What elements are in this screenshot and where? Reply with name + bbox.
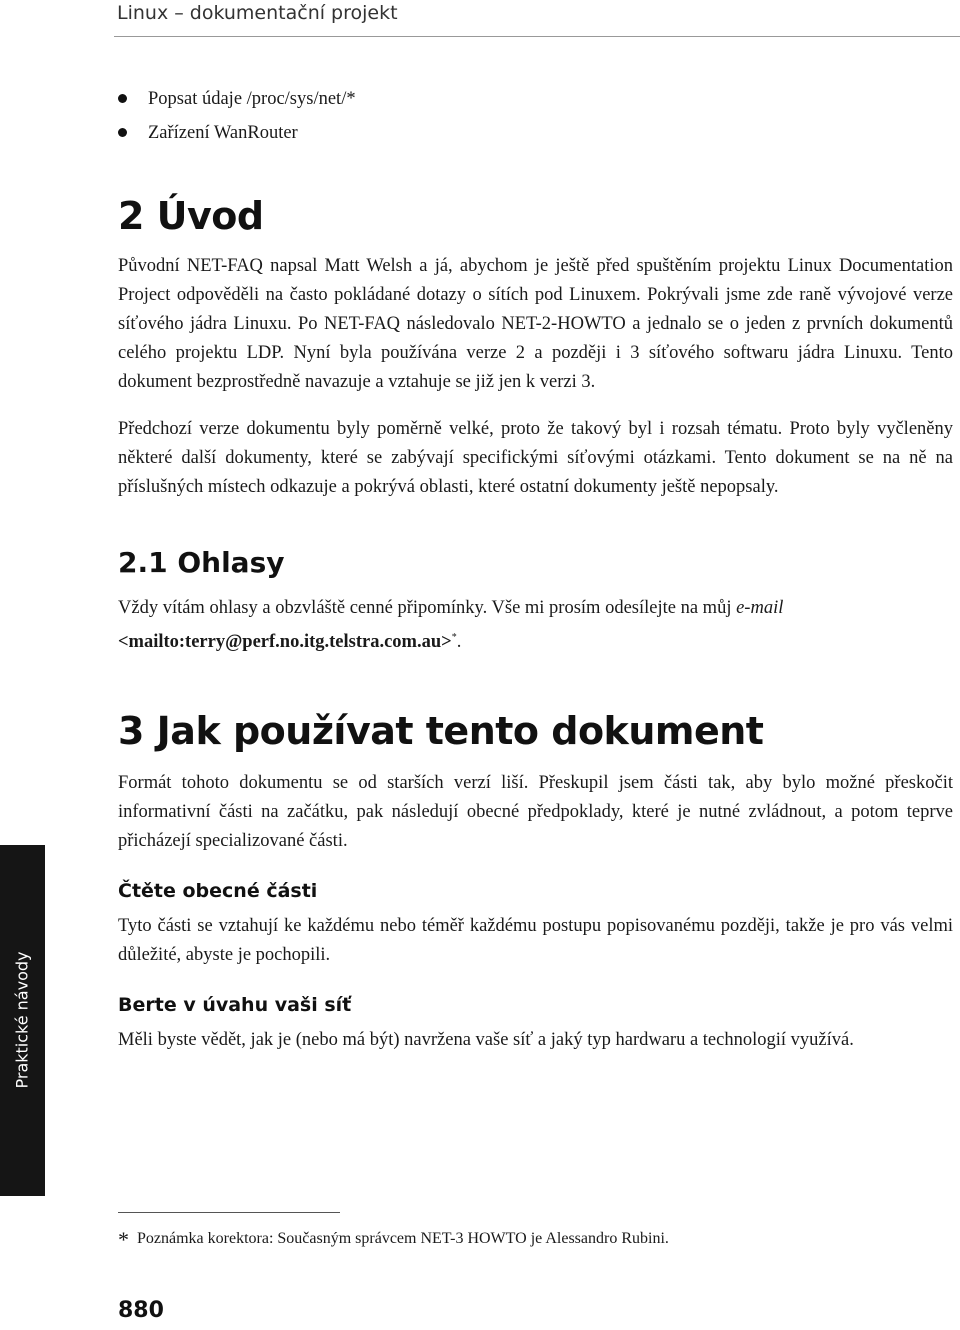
subsection-heading-ohlasy: 2.1 Ohlasy [118, 546, 285, 579]
bullet-item: Popsat údaje /proc/sys/net/* [118, 82, 953, 116]
footnote-mark: * [118, 1227, 129, 1252]
footnote-text: Poznámka korektora: Současným správcem NET-3 HOWTO je Alessandro Rubini. [137, 1230, 669, 1247]
paragraph: Původní NET-FAQ napsal Matt Welsh a já, abychom je ještě před spuštěním projektu Linux Documentation Project odpověděli na často pokládané dotazy o sítích pod Linuxem. Pokrývali jsme zde raně vývojové verze síťového jádra Linuxu. Po NET-FAQ následovalo NET-2-HOWTO a jednalo se o jeden z prvních dokumentů celého projektu LDP. Nyní byla používána verze 2 a později i 3 síťového softwaru jádra Linuxu. Tento dokument bezprostředně navazuje a vztahuje se již jen k verzi 3. [118, 256, 953, 392]
section-heading-uvod: 2 Úvod [118, 194, 264, 238]
paragraph-feedback [118, 594, 953, 657]
bullet-item: Zařízení WanRouter [118, 116, 953, 150]
subheading-vasi-sit: Berte v úvahu vaši síť [118, 994, 352, 1017]
section-heading-jak-pouzivat: 3 Jak používat tento dokument [118, 709, 764, 754]
paragraph: Tyto části se vztahují ke každému nebo téměř každému postupu popisovanému později, takže je pro vás velmi důležité, abyste je pochopili. [118, 916, 953, 966]
mailto-address[interactable]: <mailto:terry@perf.no.itg.telstra.com.au> [118, 632, 452, 653]
paragraph: Formát tohoto dokumentu se od starších verzí liší. Přeskupil jsem části tak, aby bylo možné přeskočit informativní části na začátku, pak následují obecné předpoklady, které je nutné zvládnout, a potom teprve přicházejí specializované části. [118, 773, 953, 852]
bullet-list [118, 82, 953, 150]
header-rule [114, 36, 960, 37]
page-content [118, 82, 953, 1055]
side-tab [0, 845, 45, 1196]
paragraph: Předchozí verze dokumentu byly poměrně velké, proto že takový byl i rozsah tématu. Proto byly vyčleněny některé další dokumenty, které se zabývají specifickými síťovými otázkami. Tento dokument se na ně na příslušných místech odkazuje a pokrývá oblasti, které ostatní dokumenty ještě nepopsaly. [118, 419, 953, 497]
feedback-text: Vždy vítám ohlasy a obzvláště cenné připomínky. Vše mi prosím odesílejte na můj [118, 598, 737, 618]
footnote-ref: * [451, 632, 457, 643]
footnote [118, 1228, 948, 1251]
subheading-obecne-casti: Čtěte obecné části [118, 880, 318, 903]
footnote-rule [118, 1212, 340, 1213]
page-number: 880 [118, 1298, 164, 1323]
email-link[interactable]: e-mail [736, 598, 784, 618]
side-tab-label: Praktické návody [12, 951, 32, 1089]
running-head: Linux – dokumentační projekt [117, 2, 398, 24]
paragraph: Měli byste vědět, jak je (nebo má být) navržena vaše síť a jaký typ hardwaru a technologií využívá. [118, 1030, 854, 1051]
sentence-end: . [456, 632, 462, 653]
